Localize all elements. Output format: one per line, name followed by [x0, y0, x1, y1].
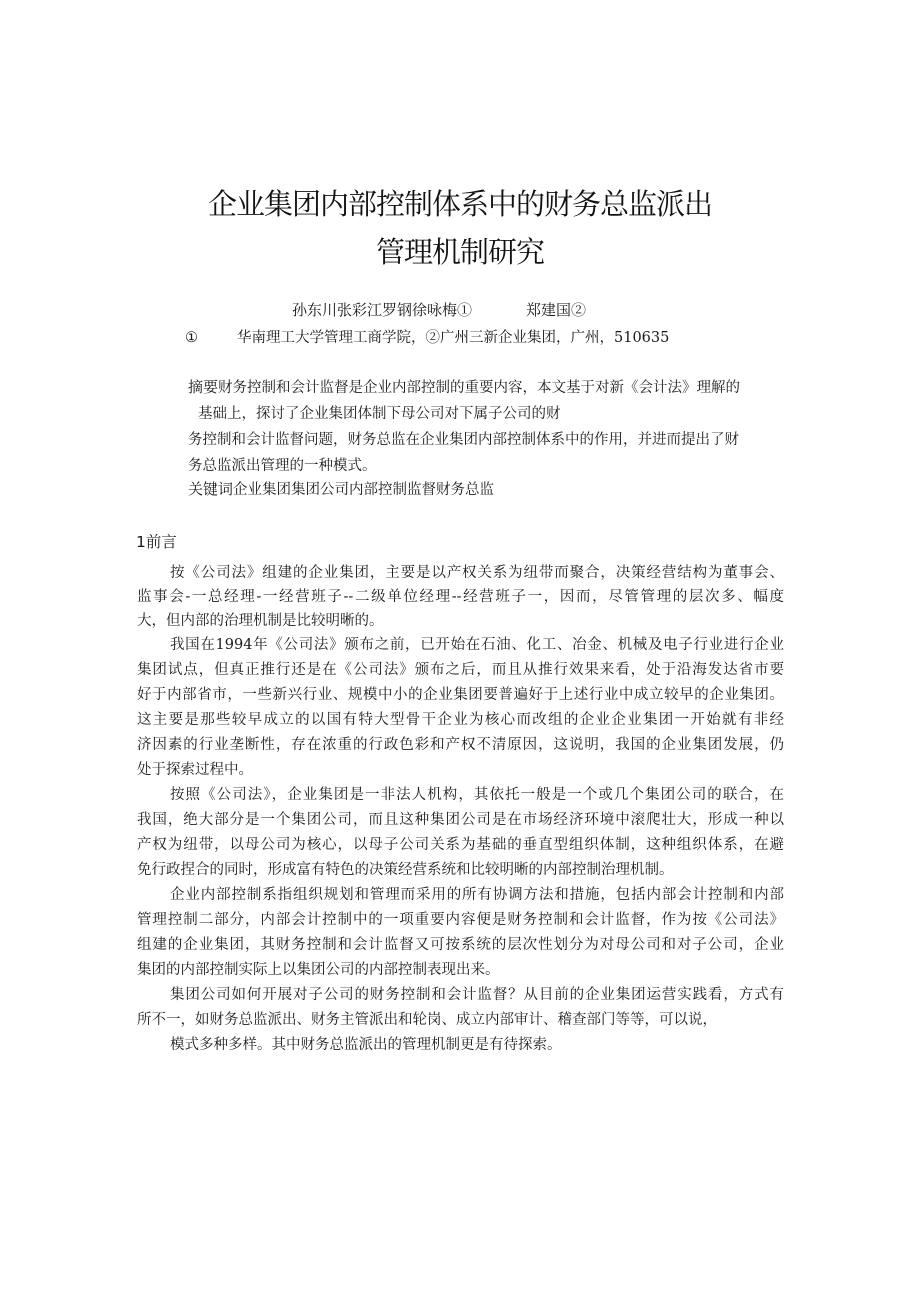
body-line: 我国在1994年《公司法》颁布之前，已开始在石油、化工、冶金、机械及电子行业进行企业: [170, 637, 784, 653]
abstract-line-2: 基础上，探讨了企业集团体制下母公司对下属子公司的财: [198, 406, 561, 422]
body-line: 企业内部控制系指组织规划和管理而采用的所有协调方法和措施，包括内部会计控制和内部: [170, 887, 784, 903]
abstract-text-1: 财务控制和会计监督是企业内部控制的重要内容，本文基于对新《会计法》理解的: [218, 380, 741, 396]
body-line: 所不一，如财务总监派出、财务主管派出和轮岗、成立内部审计、稽查部门等等，可以说，: [137, 1012, 717, 1028]
keywords-text: 企业集团集团公司内部控制监督财务总监: [233, 482, 495, 498]
keywords-label: 关键词: [188, 480, 234, 498]
paper-title-line-1: 企业集团内部控制体系中的财务总监派出: [207, 187, 712, 221]
author-group-1: 孙东川张彩江罗钢徐咏梅①: [292, 301, 473, 319]
body-line: 组建的企业集团，其财务控制和会计监督又可按系统的层次性划分为对母公司和对子公司，企业: [137, 937, 784, 953]
abstract-line-3: 务控制和会计监督问题，财务总监在企业集团内部控制体系中的作用，并进而提出了财: [188, 432, 739, 448]
body-line: 我国，绝大部分是一个集团公司，而且这种集团公司是在市场经济环境中滚爬壮大，形成一种以: [137, 812, 784, 828]
body-line: 监事会-一总经理-一经营班子--二级单位经理--经营班子一，因而，尽管管理的层次多、幅度: [137, 589, 784, 605]
abstract-line-4: 务总监派出管理的一种模式。: [188, 458, 377, 474]
affiliation: [185, 326, 669, 347]
author-group-2: 郑建国②: [526, 301, 587, 319]
body-line: 处于探索过程中。: [137, 762, 253, 778]
body-line: 免行政捏合的同时，形成富有特色的决策经营系统和比较明晰的内部控制治理机制。: [137, 862, 674, 878]
authors: [292, 299, 586, 320]
body-line: 济因素的行业垄断性，存在浓重的行政色彩和产权不清原因，这说明，我国的企业集团发展，仍: [137, 737, 784, 753]
abstract-line-1: [188, 376, 788, 397]
paper-title-line-2: 管理机制研究: [375, 235, 544, 269]
body-line: 集团试点，但真正推行还是在《公司法》颁布之后，而且从推行效果来看，处于沿海发达省市要: [137, 662, 784, 678]
keywords: [188, 478, 788, 499]
body-line: 管理控制二部分，内部会计控制中的一项重要内容便是财务控制和会计监督，作为按《公司法》: [137, 912, 784, 928]
body-line: 产权为纽带，以母公司为核心，以母子公司关系为基础的垂直型组织体制，这种组织体系，在避: [137, 837, 784, 853]
body-line: 好于内部省市，一些新兴行业、规模中小的企业集团要普遍好于上述行业中成立较早的企业集团。: [137, 687, 784, 703]
body-line: 按照《公司法》，企业集团是一非法人机构，其依托一般是一个或几个集团公司的联合，在: [170, 787, 784, 803]
body-line: 集团的内部控制实际上以集团公司的内部控制表现出来。: [137, 962, 500, 978]
body-line: 集团公司如何开展对子公司的财务控制和会计监督？从目前的企业集团运营实践看，方式有: [170, 987, 784, 1003]
affiliation-mark: ①: [185, 330, 198, 346]
body-line: 大，但内部的治理机制是比较明晰的。: [137, 613, 384, 629]
abstract-label: 摘要: [188, 378, 219, 396]
body-line: 这主要是那些较早成立的以国有特大型骨干企业为核心而改组的企业企业集团一开始就有非经: [137, 712, 784, 728]
affiliation-text: 华南理工大学管理工商学院，②广州三新企业集团，广州，510635: [237, 330, 670, 346]
body-line: 按《公司法》组建的企业集团，主要是以产权关系为纽带而聚合，决策经营结构为董事会、: [170, 565, 784, 581]
section-heading: 1前言: [136, 533, 177, 551]
body-line: 模式多种多样。其中财务总监派出的管理机制更是有待探索。: [170, 1037, 562, 1053]
